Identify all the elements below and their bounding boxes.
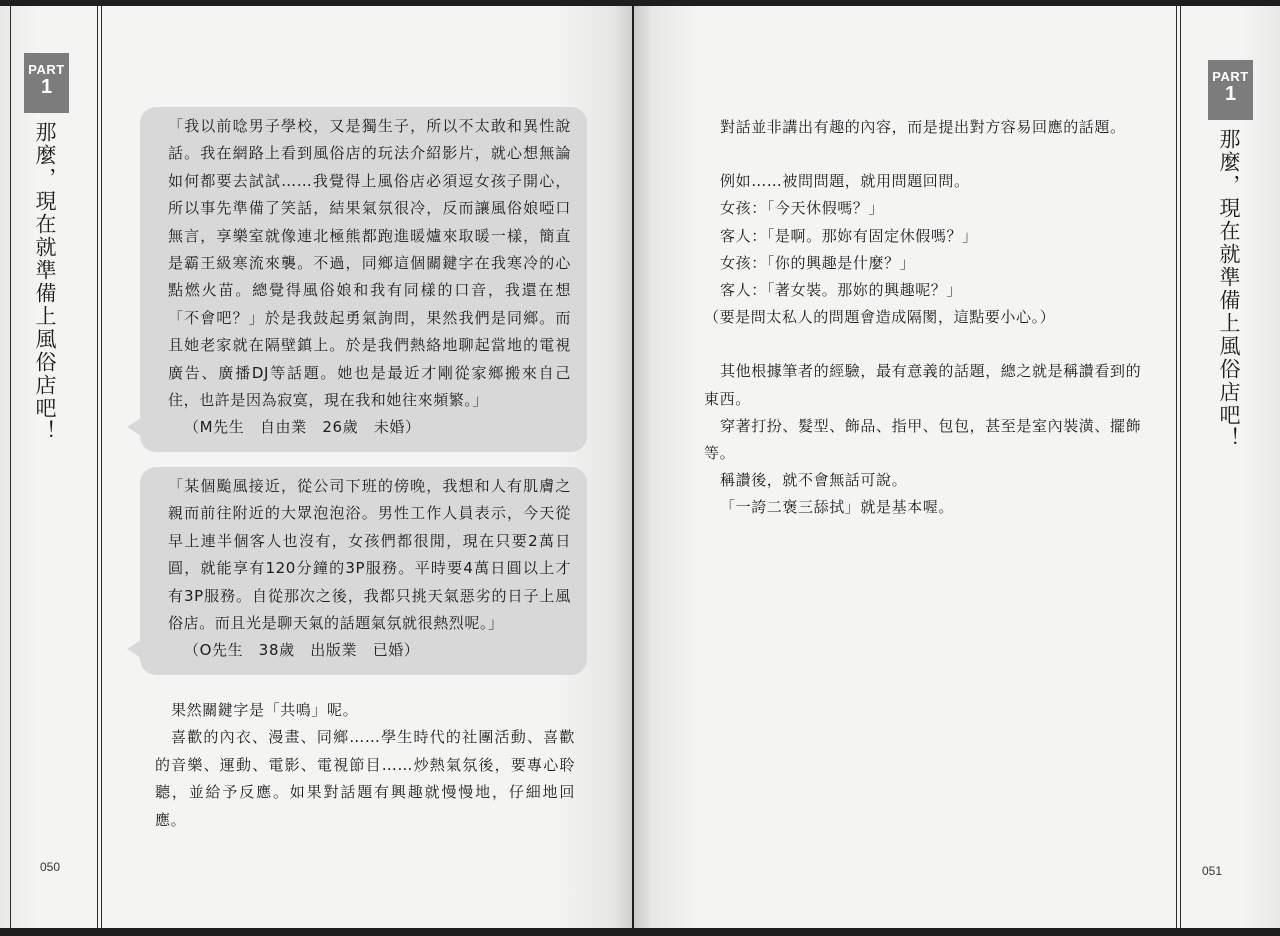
testimonial-attribution-1: （M先生 自由業 26歲 未婚）	[184, 418, 421, 437]
body-text	[704, 114, 1144, 522]
margin-rule-inner	[101, 6, 102, 928]
part-label: PART	[1212, 69, 1249, 84]
part-number: 1	[1224, 83, 1237, 105]
body-line: 稱讚後，就不會無話可說。	[720, 471, 908, 490]
part-tab	[1208, 60, 1253, 120]
testimonial-bubble-1	[140, 107, 587, 452]
dialogue-line: 女孩：「今天休假嗎？」	[720, 199, 885, 218]
left-page	[0, 6, 632, 928]
bubble-tail-1	[127, 418, 141, 436]
body-line: 「一誇二褒三舔拭」就是基本喔。	[720, 498, 955, 517]
body-line: 對話並非講出有趣的內容，而是提出對方容易回應的話題。	[720, 118, 1126, 136]
right-page	[634, 6, 1280, 928]
margin-rule	[97, 6, 98, 928]
dialogue-line: 女孩：「你的興趣是什麼？」	[720, 253, 916, 272]
testimonial-quote-1: 「我以前唸男子學校，又是獨生子，所以不太敢和異性說話。我在網路上看到風俗店的玩法介紹影片，就心想無論如何都要去試試……我覺得上風俗店必須逗女孩子開心，所以事先準備了笑話，結果氣氛很冷，反而讓風俗娘啞口無言，享樂室就像連北極熊都跑進暖爐來取暖一樣，簡直是霸王級寒流來襲。不過，同鄉這個關鍵字在我寒冷的心點燃火苗。總覺得風俗娘和我有同樣的口音，我還在想「不會吧？」於是我鼓起勇氣詢問，果然我們是同鄉。而且她老家就在隔壁鎮上。於是我們熱絡地聊起當地的電視廣告、廣播DJ等話題。她也是最近才剛從家鄉搬來自己住，也許是因為寂寞，現在我和她往來頻繁。」	[168, 117, 571, 410]
page-number: 050	[40, 860, 61, 874]
page-edge-line	[10, 6, 11, 928]
dialogue-line: 客人：「是啊。那妳有固定休假嗎？」	[720, 226, 978, 245]
testimonial-bubble-2	[140, 467, 587, 675]
body-line: 穿著打扮、髮型、飾品、指甲、包包，甚至是室內裝潢、擺飾等。	[704, 416, 1142, 463]
note-line: （要是問太私人的問題會造成隔閡，這點要小心。）	[704, 308, 1056, 327]
page-number: 051	[1202, 864, 1223, 878]
part-label: PART	[28, 62, 65, 77]
testimonial-quote-2: 「某個颱風接近，從公司下班的傍晚，我想和人有肌膚之親而前往附近的大眾泡泡浴。男性工作人員表示，今天從早上連半個客人也沒有，女孩們都很閒，現在只要2萬日圓，就能享有120分鐘的3P服務。平時要4萬日圓以上才有3P服務。自從那次之後，我都只挑天氣惡劣的日子上風俗店。而且光是聊天氣的話題氣氛就很熱烈呢。」	[168, 477, 571, 633]
body-paragraph: 果然關鍵字是「共鳴」呢。	[171, 701, 359, 719]
dialogue-line: 客人：「著女裝。那妳的興趣呢？」	[720, 281, 963, 300]
part-tab	[24, 53, 69, 113]
body-text	[155, 697, 575, 834]
margin-rule-inner	[1180, 6, 1181, 928]
part-number: 1	[40, 76, 53, 98]
chapter-title: 那麼，現在就準備上風俗店吧！	[1217, 128, 1241, 450]
testimonial-attribution-2: （O先生 38歲 出版業 已婚）	[184, 641, 420, 660]
bubble-tail-2	[127, 640, 141, 658]
margin-rule	[1176, 6, 1177, 928]
body-paragraph: 喜歡的內衣、漫畫、同鄉……學生時代的社團活動、喜歡的音樂、運動、電影、電視節目……炒熱氣氛後，要專心聆聽，並給予反應。如果對話題有興趣就慢慢地，仔細地回應。	[155, 728, 575, 829]
chapter-title: 那麼，現在就準備上風俗店吧！	[33, 121, 57, 443]
body-line: 其他根據筆者的經驗，最有意義的話題，總之就是稱讚看到的東西。	[704, 362, 1142, 408]
body-line: 例如……被問問題，就用問題回問。	[720, 172, 970, 191]
